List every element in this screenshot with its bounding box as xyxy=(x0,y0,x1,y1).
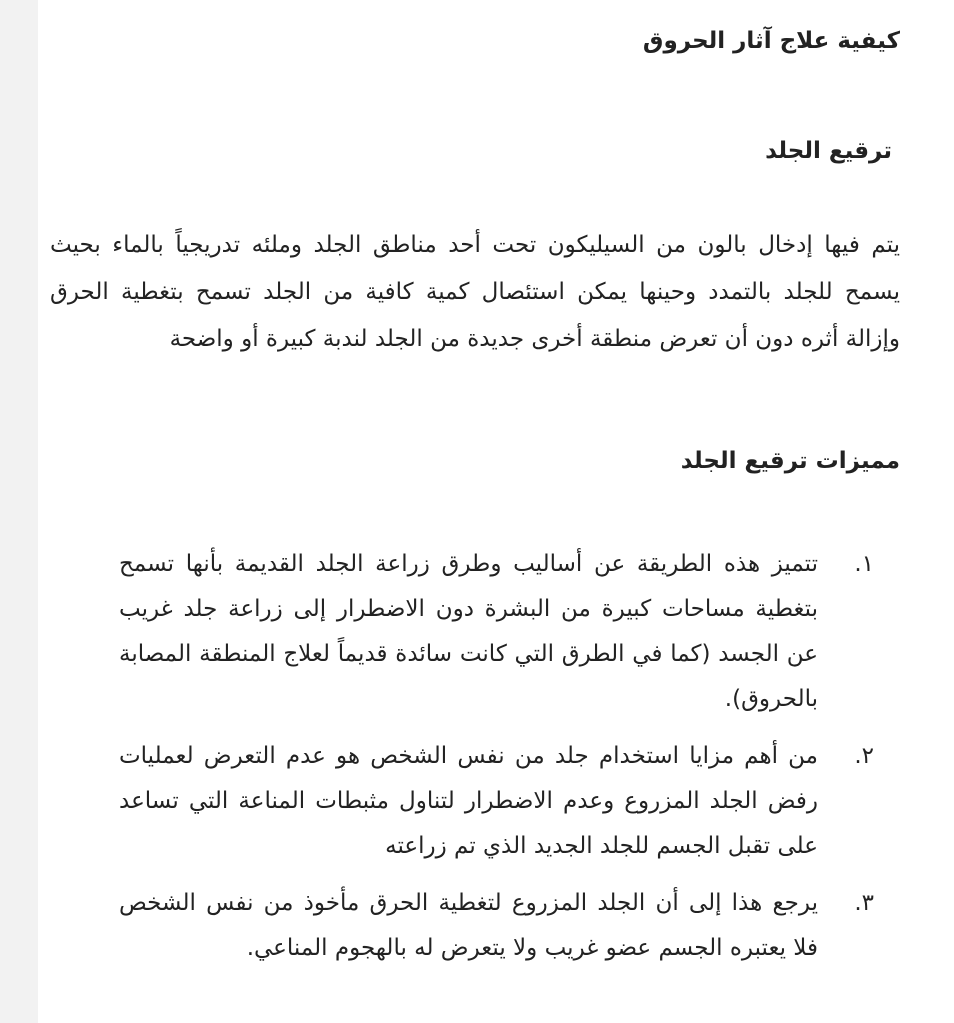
section-heading-advantages: مميزات ترقيع الجلد xyxy=(680,448,900,474)
article-page xyxy=(38,0,954,1023)
list-item-text: يرجع هذا إلى أن الجلد المزروع لتغطية الحرق مأخوذ من نفس الشخص فلا يعتبره الجسم عضو غريب ولا يتعرض له بالهجوم المناعي. xyxy=(119,890,818,961)
list-item xyxy=(119,734,874,869)
article-title: كيفية علاج آثار الحروق xyxy=(642,28,900,54)
list-item xyxy=(119,881,874,971)
list-item-text: من أهم مزايا استخدام جلد من نفس الشخص هو عدم التعرض لعمليات رفض الجلد المزروع وعدم الاضطرار لتناول مثبطات المناعة التي تساعد على تقبل الجسم للجلد الجديد الذي تم زراعته xyxy=(119,743,818,859)
advantages-list xyxy=(119,542,874,983)
list-item xyxy=(119,542,874,722)
section-paragraph: يتم فيها إدخال بالون من السيليكون تحت أحد مناطق الجلد وملئه تدريجياً بالماء بحيث يسمح للجلد بالتمدد وحينها يمكن استئصال كمية كافية من الجلد تسمح بتغطية الحرق وإزالة أثره دون أن تعرض منطقة أخرى جديدة من الجلد لندبة كبيرة أو واضحة xyxy=(50,232,900,352)
list-item-number: ٢. xyxy=(854,743,874,769)
list-item-number: ٣. xyxy=(854,890,874,916)
list-item-text: تتميز هذه الطريقة عن أساليب وطرق زراعة الجلد القديمة بأنها تسمح بتغطية مساحات كبيرة من البشرة دون الاضطرار إلى زراعة جلد غريب عن الجسد (كما في الطرق التي كانت سائدة قديماً لعلاج المنطقة المصابة بالحروق). xyxy=(119,551,818,712)
section-heading-skin-graft: ترقيع الجلد xyxy=(765,138,892,164)
list-item-number: ١. xyxy=(854,551,874,577)
